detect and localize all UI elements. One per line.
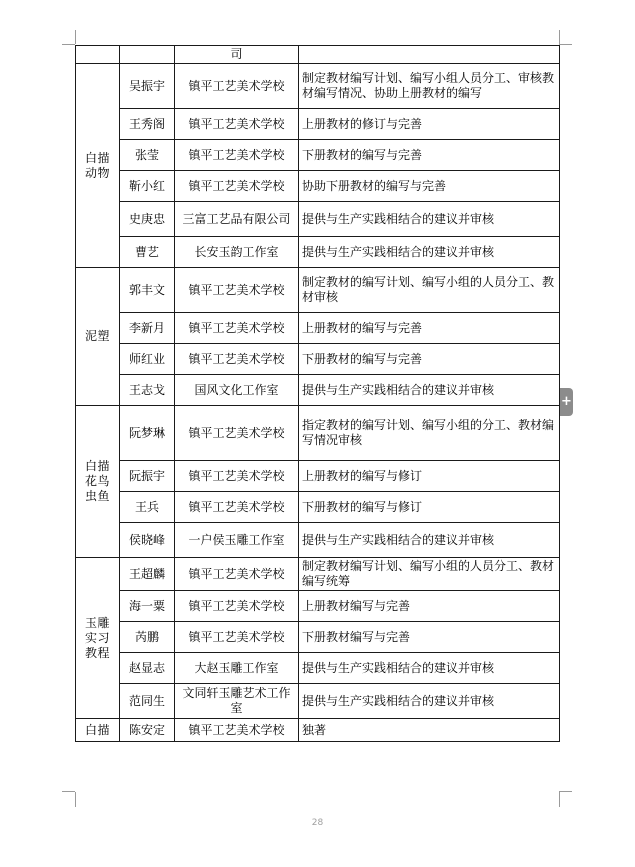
task-cell bbox=[299, 46, 560, 64]
organization-cell: 镇平工艺美术学校 bbox=[175, 344, 299, 375]
organization-cell: 镇平工艺美术学校 bbox=[175, 64, 299, 109]
organization-cell: 镇平工艺美术学校 bbox=[175, 492, 299, 523]
crop-mark-top-left-h bbox=[62, 44, 75, 45]
category-cell bbox=[76, 719, 120, 742]
task-cell: 提供与生产实践相结合的建议并审核 bbox=[299, 653, 560, 684]
task-cell: 制定教材编写计划、编写小组的人员分工、教材编写统筹 bbox=[299, 558, 560, 591]
name-cell: 王超麟 bbox=[120, 558, 175, 591]
page-number: 28 bbox=[311, 818, 324, 828]
category-label: 动物 bbox=[84, 165, 110, 180]
table-row bbox=[76, 406, 560, 461]
name-cell: 王秀阁 bbox=[120, 109, 175, 140]
category-cell bbox=[76, 64, 120, 268]
table-row bbox=[76, 375, 560, 406]
category-label: 实习 bbox=[84, 630, 110, 645]
name-cell: 赵显志 bbox=[120, 653, 175, 684]
name-cell: 吴振宇 bbox=[120, 64, 175, 109]
organization-cell: 镇平工艺美术学校 bbox=[175, 109, 299, 140]
task-cell: 提供与生产实践相结合的建议并审核 bbox=[299, 684, 560, 719]
table-row bbox=[76, 684, 560, 719]
name-cell: 王兵 bbox=[120, 492, 175, 523]
organization-cell: 一户侯玉雕工作室 bbox=[175, 523, 299, 558]
organization-cell: 镇平工艺美术学校 bbox=[175, 268, 299, 313]
contributors-table bbox=[75, 45, 560, 742]
task-cell: 提供与生产实践相结合的建议并审核 bbox=[299, 375, 560, 406]
organization-cell: 镇平工艺美术学校 bbox=[175, 622, 299, 653]
organization-cell: 镇平工艺美术学校 bbox=[175, 461, 299, 492]
table-row bbox=[76, 64, 560, 109]
task-cell: 下册教材的编写与修订 bbox=[299, 492, 560, 523]
category-cell bbox=[76, 406, 120, 558]
name-cell: 阮梦琳 bbox=[120, 406, 175, 461]
table-row bbox=[76, 202, 560, 237]
table-row bbox=[76, 313, 560, 344]
crop-mark-top-right-v bbox=[559, 30, 560, 44]
table-row bbox=[76, 268, 560, 313]
task-cell: 下册教材的编写与完善 bbox=[299, 140, 560, 171]
category-label: 白描 bbox=[84, 459, 110, 473]
task-cell: 提供与生产实践相结合的建议并审核 bbox=[299, 523, 560, 558]
category-cell bbox=[76, 558, 120, 719]
crop-mark-top-right-h bbox=[559, 44, 572, 45]
category-label: 花鸟 bbox=[84, 474, 110, 488]
task-cell: 提供与生产实践相结合的建议并审核 bbox=[299, 237, 560, 268]
organization-cell: 镇平工艺美术学校 bbox=[175, 171, 299, 202]
task-cell: 上册教材的修订与完善 bbox=[299, 109, 560, 140]
organization-cell: 国风文化工作室 bbox=[175, 375, 299, 406]
category-label: 虫鱼 bbox=[84, 489, 110, 503]
task-cell: 独著 bbox=[299, 719, 560, 742]
name-cell: 范同生 bbox=[120, 684, 175, 719]
table-row bbox=[76, 558, 560, 591]
organization-cell: 三富工艺品有限公司 bbox=[175, 202, 299, 237]
task-cell: 制定教材编写计划、编写小组人员分工、审核教材编写情况、协助上册教材的编写 bbox=[299, 64, 560, 109]
name-cell: 师红业 bbox=[120, 344, 175, 375]
task-cell: 协助下册教材的编写与完善 bbox=[299, 171, 560, 202]
task-cell: 上册教材的编写与完善 bbox=[299, 313, 560, 344]
table-row bbox=[76, 171, 560, 202]
name-cell: 王志戈 bbox=[120, 375, 175, 406]
table-row bbox=[76, 140, 560, 171]
name-cell: 侯晓峰 bbox=[120, 523, 175, 558]
organization-cell: 文同轩玉雕艺术工作室 bbox=[175, 684, 299, 719]
task-cell: 提供与生产实践相结合的建议并审核 bbox=[299, 202, 560, 237]
name-cell: 陈安定 bbox=[120, 719, 175, 742]
crop-mark-bottom-left-h bbox=[62, 791, 75, 792]
name-cell: 曹艺 bbox=[120, 237, 175, 268]
name-cell: 史庚忠 bbox=[120, 202, 175, 237]
name-cell: 阮振宇 bbox=[120, 461, 175, 492]
task-cell: 上册教材的编写与修订 bbox=[299, 461, 560, 492]
table-row bbox=[76, 344, 560, 375]
table-row bbox=[76, 591, 560, 622]
table-row bbox=[76, 719, 560, 742]
task-cell: 下册教材的编写与完善 bbox=[299, 344, 560, 375]
category-label: 白描 bbox=[84, 722, 110, 737]
task-cell: 制定教材的编写计划、编写小组的人员分工、教材审核 bbox=[299, 268, 560, 313]
table-row bbox=[76, 46, 560, 64]
organization-cell: 镇平工艺美术学校 bbox=[175, 140, 299, 171]
name-cell: 张莹 bbox=[120, 140, 175, 171]
category-label: 教程 bbox=[84, 645, 110, 660]
organization-cell: 司 bbox=[175, 46, 299, 64]
crop-mark-top-left-v bbox=[75, 30, 76, 44]
name-cell: 靳小红 bbox=[120, 171, 175, 202]
table-row bbox=[76, 653, 560, 684]
name-cell bbox=[120, 46, 175, 64]
category-label: 玉雕 bbox=[84, 615, 110, 630]
table-row bbox=[76, 237, 560, 268]
name-cell: 郭丰文 bbox=[120, 268, 175, 313]
table-row bbox=[76, 109, 560, 140]
table-row bbox=[76, 523, 560, 558]
organization-cell: 镇平工艺美术学校 bbox=[175, 558, 299, 591]
organization-cell: 大赵玉雕工作室 bbox=[175, 653, 299, 684]
plus-icon[interactable]: + bbox=[560, 388, 573, 416]
table-row bbox=[76, 622, 560, 653]
organization-cell: 镇平工艺美术学校 bbox=[175, 719, 299, 742]
crop-mark-bottom-right-h bbox=[559, 791, 572, 792]
name-cell: 海一粟 bbox=[120, 591, 175, 622]
crop-mark-bottom-left-v bbox=[75, 792, 76, 807]
name-cell: 李新月 bbox=[120, 313, 175, 344]
task-cell: 下册教材编写与完善 bbox=[299, 622, 560, 653]
category-cell bbox=[76, 46, 120, 64]
organization-cell: 镇平工艺美术学校 bbox=[175, 591, 299, 622]
name-cell: 芮鹏 bbox=[120, 622, 175, 653]
category-label: 泥塑 bbox=[84, 329, 110, 343]
organization-cell: 镇平工艺美术学校 bbox=[175, 406, 299, 461]
task-cell: 指定教材的编写计划、编写小组的分工、教材编写情况审核 bbox=[299, 406, 560, 461]
crop-mark-bottom-right-v bbox=[559, 792, 560, 807]
organization-cell: 长安玉韵工作室 bbox=[175, 237, 299, 268]
organization-cell: 镇平工艺美术学校 bbox=[175, 313, 299, 344]
category-cell bbox=[76, 268, 120, 406]
table-row bbox=[76, 492, 560, 523]
task-cell: 上册教材编写与完善 bbox=[299, 591, 560, 622]
category-label: 白描 bbox=[84, 150, 110, 165]
table-row bbox=[76, 461, 560, 492]
